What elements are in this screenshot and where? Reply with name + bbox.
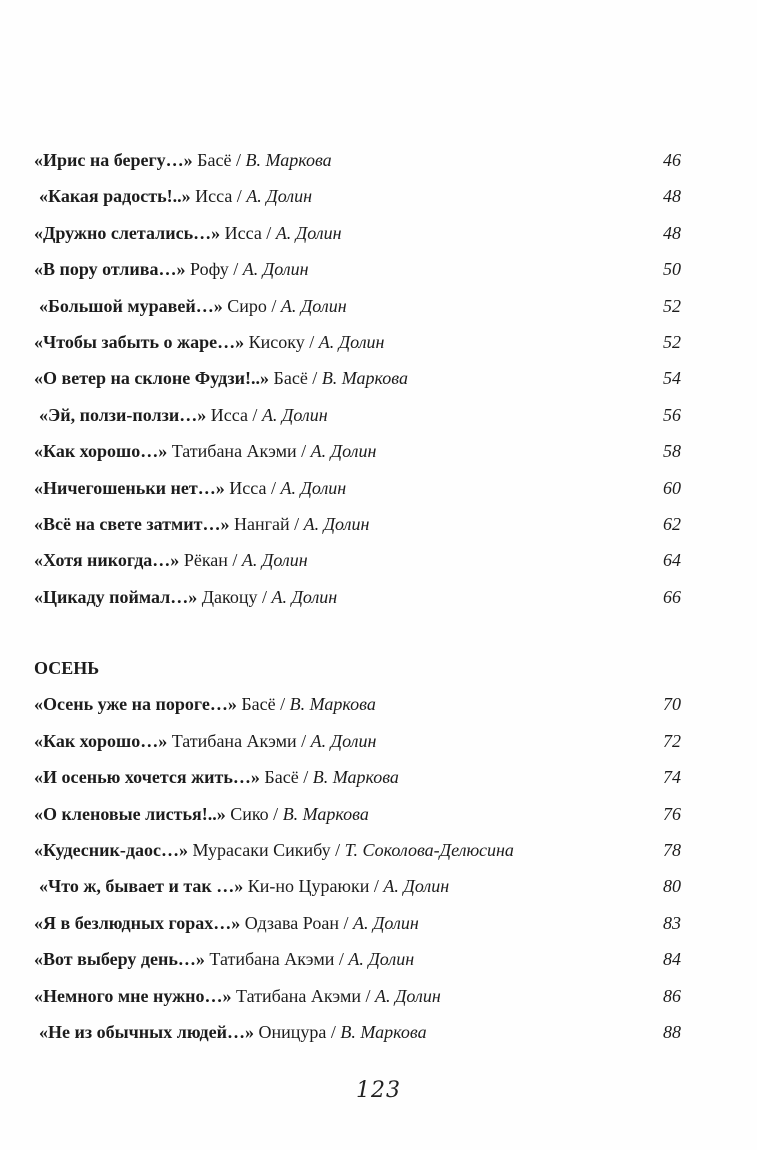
toc-entry bbox=[0, 506, 757, 542]
page-number: 54 bbox=[663, 368, 681, 389]
page-number: 64 bbox=[663, 550, 681, 571]
poem-author: Ки-но Цураюки / bbox=[243, 876, 384, 897]
poem-translator: А. Долин bbox=[261, 404, 328, 425]
poem-author: Оницура / bbox=[254, 1021, 341, 1042]
poem-translator: А. Долин bbox=[374, 985, 441, 1006]
poem-translator: А. Долин bbox=[310, 441, 377, 462]
poem-translator: А. Долин bbox=[310, 730, 377, 751]
toc-entry bbox=[0, 723, 757, 759]
poem-translator: А. Долин bbox=[280, 477, 347, 498]
poem-translator: А. Долин bbox=[242, 259, 309, 280]
toc-entry bbox=[0, 1014, 757, 1050]
toc-entry bbox=[0, 470, 757, 506]
page-number: 76 bbox=[663, 803, 681, 824]
poem-translator: А. Долин bbox=[241, 550, 308, 571]
poem-author: Сиро / bbox=[222, 295, 281, 316]
toc-entry bbox=[0, 542, 757, 578]
page-number: 72 bbox=[663, 730, 681, 751]
poem-title: «Цикаду поймал…» bbox=[34, 586, 198, 607]
poem-translator: В. Маркова bbox=[321, 368, 408, 389]
poem-author: Татибана Акэми / bbox=[204, 949, 349, 970]
poem-title: «Немного мне нужно…» bbox=[34, 985, 232, 1006]
poem-author: Исса / bbox=[220, 222, 276, 243]
page-number: 62 bbox=[663, 513, 681, 534]
toc-entry bbox=[0, 288, 757, 324]
toc-entry bbox=[0, 360, 757, 396]
poem-title: «Хотя никогда…» bbox=[34, 550, 180, 571]
page-number: 58 bbox=[663, 441, 681, 462]
poem-author: Басё / bbox=[236, 694, 290, 715]
toc-entry bbox=[0, 796, 757, 832]
poem-title: «Вот выберу день…» bbox=[34, 949, 205, 970]
toc-entry bbox=[0, 178, 757, 214]
poem-title: «Что ж, бывает и так …» bbox=[39, 876, 244, 897]
poem-author: Исса / bbox=[206, 404, 262, 425]
toc-entry bbox=[0, 978, 757, 1014]
poem-title: «Чтобы забыть о жаре…» bbox=[34, 331, 245, 352]
toc-entry bbox=[0, 905, 757, 941]
poem-translator: А. Долин bbox=[246, 186, 313, 207]
poem-translator: А. Долин bbox=[318, 331, 385, 352]
page-number: 83 bbox=[663, 912, 681, 933]
poem-title: «Ирис на берегу…» bbox=[34, 150, 193, 170]
page-number: 50 bbox=[663, 259, 681, 280]
poem-author: Татибана Акэми / bbox=[231, 985, 375, 1006]
poem-author: Сико / bbox=[225, 803, 283, 824]
poem-translator: А. Долин bbox=[348, 949, 415, 970]
toc-entry bbox=[0, 215, 757, 251]
poem-title: «Осень уже на пороге…» bbox=[34, 694, 237, 715]
toc-entry bbox=[0, 759, 757, 795]
page-number: 48 bbox=[663, 186, 681, 207]
poem-title: «Я в безлюдных горах…» bbox=[34, 912, 241, 933]
toc-entry bbox=[0, 397, 757, 433]
toc-section-autumn bbox=[0, 650, 757, 1050]
page-number: 52 bbox=[663, 295, 681, 316]
poem-translator: Т. Соколова-Делюсина bbox=[344, 839, 514, 860]
poem-author: Рёкан / bbox=[179, 550, 242, 571]
poem-translator: А. Долин bbox=[303, 513, 370, 534]
poem-title: «В пору отлива…» bbox=[34, 259, 186, 280]
page-number: 48 bbox=[663, 222, 681, 243]
section-heading: ОСЕНЬ bbox=[34, 658, 100, 678]
poem-translator: А. Долин bbox=[275, 222, 342, 243]
poem-title: «Эй, ползи-ползи…» bbox=[39, 404, 207, 425]
page-number: 46 bbox=[663, 150, 681, 170]
page-number: 60 bbox=[663, 477, 681, 498]
poem-author: Мурасаки Сикибу / bbox=[187, 839, 345, 860]
poem-author: Басё / bbox=[269, 368, 322, 389]
poem-title: «И осенью хочется жить…» bbox=[34, 767, 260, 788]
poem-title: «Как хорошо…» bbox=[34, 441, 168, 462]
poem-translator: В. Маркова bbox=[282, 803, 369, 824]
poem-translator: В. Маркова bbox=[312, 767, 399, 788]
poem-translator: В. Маркова bbox=[340, 1021, 427, 1042]
poem-translator: В. Маркова bbox=[289, 694, 376, 715]
poem-title: «О кленовые листья!..» bbox=[34, 803, 226, 824]
page-number: 70 bbox=[663, 694, 681, 715]
poem-title: «Всё на свете затмит…» bbox=[34, 513, 230, 534]
poem-title: «Кудесник-даос…» bbox=[34, 839, 188, 860]
poem-title: «Как хорошо…» bbox=[34, 730, 168, 751]
poem-title: «Не из обычных людей…» bbox=[39, 1021, 255, 1042]
poem-author: Басё / bbox=[259, 767, 313, 788]
toc-section-summer bbox=[0, 142, 757, 615]
poem-translator: В. Маркова bbox=[245, 150, 332, 170]
poem-title: «Дружно слетались…» bbox=[34, 222, 221, 243]
poem-translator: А. Долин bbox=[271, 586, 338, 607]
poem-translator: А. Долин bbox=[383, 876, 450, 897]
poem-translator: А. Долин bbox=[280, 295, 347, 316]
toc-entry bbox=[0, 433, 757, 469]
poem-author: Кисоку / bbox=[244, 331, 319, 352]
poem-translator: А. Долин bbox=[352, 912, 419, 933]
toc-entry bbox=[0, 941, 757, 977]
page-number: 88 bbox=[663, 1021, 681, 1042]
poem-author: Одзава Роан / bbox=[240, 912, 353, 933]
poem-title: «Ничегошеньки нет…» bbox=[34, 477, 225, 498]
poem-title: «Большой муравей…» bbox=[39, 295, 223, 316]
page-number: 56 bbox=[663, 404, 681, 425]
poem-author: Басё / bbox=[192, 150, 246, 170]
page-number: 78 bbox=[663, 839, 681, 860]
poem-author: Татибана Акэми / bbox=[167, 441, 311, 462]
page-number: 84 bbox=[663, 949, 681, 970]
poem-author: Дакоцу / bbox=[197, 586, 272, 607]
poem-author: Нангай / bbox=[229, 513, 304, 534]
page-number: 52 bbox=[663, 331, 681, 352]
folio-page-number: 123 bbox=[356, 1078, 401, 1103]
toc-entry bbox=[0, 579, 757, 615]
poem-title: «Какая радость!..» bbox=[39, 186, 191, 207]
toc-entry bbox=[0, 832, 757, 868]
poem-author: Рофу / bbox=[185, 259, 243, 280]
page-number: 80 bbox=[663, 876, 681, 897]
poem-author: Татибана Акэми / bbox=[167, 730, 311, 751]
toc-entry bbox=[0, 251, 757, 287]
toc-entry bbox=[0, 324, 757, 360]
page-number: 66 bbox=[663, 586, 681, 607]
page-number: 74 bbox=[663, 767, 681, 788]
toc-entry bbox=[0, 868, 757, 904]
poem-author: Исса / bbox=[190, 186, 247, 207]
page-number: 86 bbox=[663, 985, 681, 1006]
toc-entry bbox=[0, 142, 757, 178]
poem-title: «О ветер на склоне Фудзи!..» bbox=[34, 368, 269, 389]
toc-entry bbox=[0, 686, 757, 722]
poem-author: Исса / bbox=[224, 477, 281, 498]
